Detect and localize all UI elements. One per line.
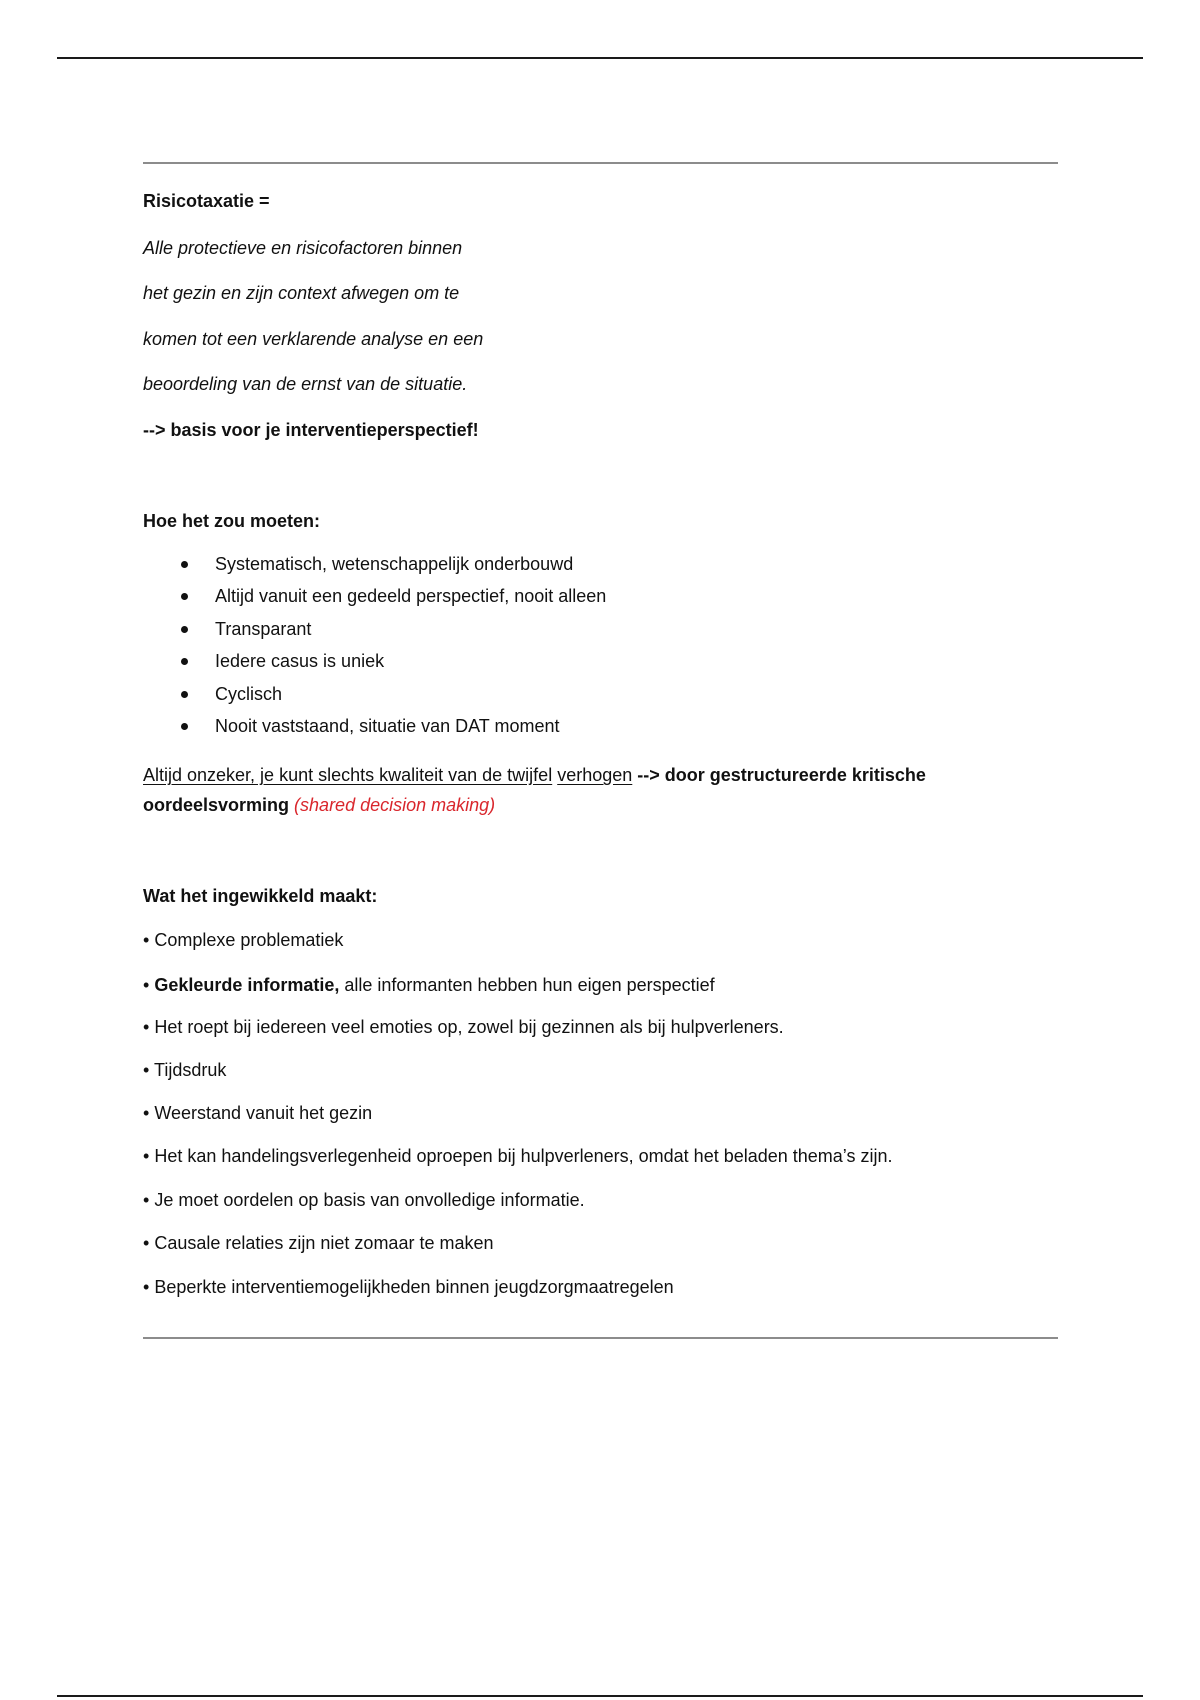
list-item: • Je moet oordelen op basis van onvolledige informatie.: [143, 1190, 585, 1210]
section-divider-top: [143, 162, 1058, 164]
how-it-should-list: [179, 552, 606, 746]
definition-conclusion: --> basis voor je interventieperspectief!: [143, 420, 479, 440]
note-bold-word: oordeelsvorming: [143, 795, 290, 815]
list-item: • Beperkte interventiemogelijkheden binnen jeugdzorgmaatregelen: [143, 1277, 674, 1297]
bullet-dot-icon: [181, 561, 188, 568]
page-bottom-rule: [57, 1695, 1143, 1697]
bullet-dot-icon: [181, 593, 188, 600]
uncertainty-note-line-2: [143, 793, 495, 817]
complexity-heading: Wat het ingewikkeld maakt:: [143, 886, 378, 906]
section-divider-bottom: [143, 1337, 1058, 1339]
list-item: • Weerstand vanuit het gezin: [143, 1103, 373, 1123]
definition-line-3: komen tot een verklarende analyse en een: [143, 329, 484, 349]
bullet-dot-icon: [181, 658, 188, 665]
list-item: Iedere casus is uniek: [179, 649, 606, 681]
list-item: Cyclisch: [179, 682, 606, 714]
list-item: • Tijdsdruk: [143, 1060, 227, 1080]
how-it-should-heading: Hoe het zou moeten:: [143, 511, 321, 531]
note-underlined-text: Altijd onzeker, je kunt slechts kwaliteit van de twijfel: [143, 765, 553, 785]
list-item: • Causale relaties zijn niet zomaar te maken: [143, 1233, 494, 1253]
list-item: • Het kan handelingsverlegenheid oproepen bij hulpverleners, omdat het beladen thema’s zijn.: [143, 1146, 893, 1166]
definition-line-4: beoordeling van de ernst van de situatie.: [143, 374, 468, 394]
list-item: • Gekleurde informatie, alle informanten hebben hun eigen perspectief: [143, 975, 715, 995]
note-bold-text: --> door gestructureerde kritische: [637, 765, 926, 785]
list-item: Systematisch, wetenschappelijk onderbouwd: [179, 552, 606, 584]
page-top-rule: [57, 57, 1143, 59]
list-item: • Complexe problematiek: [143, 930, 344, 950]
definition-line-1: Alle protectieve en risicofactoren binnen: [143, 238, 463, 258]
note-underlined-verb: verhogen: [557, 765, 633, 785]
uncertainty-note-line-1: [143, 763, 926, 787]
bullet-dot-icon: [181, 626, 188, 633]
definition-line-2: het gezin en zijn context afwegen om te: [143, 283, 460, 303]
list-item: • Het roept bij iedereen veel emoties op, zowel bij gezinnen als bij hulpverleners.: [143, 1017, 784, 1037]
list-item: Transparant: [179, 617, 606, 649]
note-red-italic: (shared decision making): [294, 795, 496, 815]
bullet-dot-icon: [181, 691, 188, 698]
list-item: Nooit vaststaand, situatie van DAT moment: [179, 714, 606, 746]
definition-heading: Risicotaxatie =: [143, 191, 270, 211]
list-item: Altijd vanuit een gedeeld perspectief, nooit alleen: [179, 584, 606, 616]
bullet-dot-icon: [181, 723, 188, 730]
